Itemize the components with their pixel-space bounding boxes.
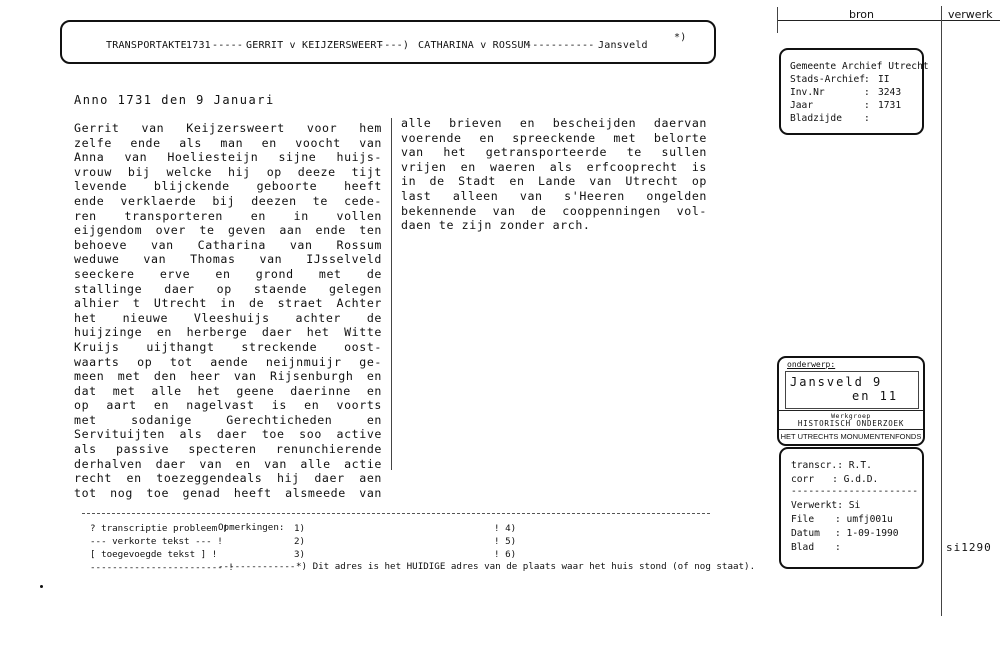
onderwerp-label: onderwerp: <box>787 360 836 369</box>
transcript-line: weduwe van Thomas van IJsselveld <box>74 252 382 267</box>
transcript-line: seeckere erve en grond met de <box>74 266 382 281</box>
bron-header: bron <box>849 8 874 21</box>
banner-type: TRANSPORTAKTE <box>106 40 187 51</box>
transcr-row <box>791 459 872 472</box>
footnote-dashes: -------------- <box>218 561 296 572</box>
transcript-line: huijzinge en herberge daer het Witte <box>74 325 382 340</box>
verwerkt-code: si1290 <box>946 541 992 554</box>
onderwerp-value-frame <box>785 371 919 409</box>
transcript-line: bekennende van de cooppenningen vol- <box>401 203 707 218</box>
archive-row <box>790 86 901 99</box>
blad-row <box>791 541 841 554</box>
transcr-label: transcr.: <box>791 460 843 471</box>
archive-row <box>790 112 901 125</box>
transcript-line: vrijen en waeren als erfcooprecht is <box>401 159 707 174</box>
processing-divider: ---------------------- <box>791 486 919 497</box>
transcript-line: als passive specteren renunchierende <box>74 442 382 457</box>
transcript-line: Anna van Hoeliesteijn sijne huijs- <box>74 150 382 165</box>
datum-value: : 1-09-1990 <box>835 528 899 539</box>
transcript-line: meen met den heer van Rijsenburgh en <box>74 369 382 384</box>
banner-place: Jansveld <box>598 40 648 51</box>
transcript-line: Kruijs uijthangt streckende oost- <box>74 339 382 354</box>
note-2: 2) <box>294 536 306 547</box>
stray-dot <box>40 585 43 588</box>
file-row <box>791 513 893 526</box>
transcript-line: vrouw bij welcke hij op deeze tijt <box>74 164 382 179</box>
transcript-line: Servituijten als daer toe soo active <box>74 427 382 442</box>
datum-row <box>791 527 899 540</box>
archive-title: Gemeente Archief Utrecht <box>790 61 929 72</box>
verwerkt-header: verwerk <box>948 8 993 21</box>
transcript-line: Gerrit van Keijzersweert voor hem <box>74 121 382 135</box>
transcript-line: stallinge daer op staende gelegen <box>74 281 382 296</box>
archive-row-label: Jaar <box>790 100 814 111</box>
blad-label: Blad <box>791 542 815 553</box>
footnote: *) Dit adres is het HUIDIGE adres van de plaats waar het huis stond (of nog staat). <box>296 561 756 572</box>
transcript-line: van het getransporteerde te sullen <box>401 145 707 160</box>
monumentenfonds-label: HET UTRECHTS MONUMENTENFONDS <box>780 432 922 441</box>
archive-row-label: Stads-Archief <box>790 74 866 85</box>
file-label: File <box>791 514 815 525</box>
transcript-line: derhalven daer van en van alle actie <box>74 456 382 471</box>
transcript-line: recht en toezeggendeals hij daer aen <box>74 471 382 486</box>
legend-abbreviated-text: --- verkorte tekst --- ! <box>90 536 223 547</box>
processing-info-box <box>779 447 924 569</box>
werkgroep-divider <box>779 429 923 430</box>
archive-row-colon: : <box>864 74 870 85</box>
transcript-line: in de Stadt en Lande van Utrecht op <box>401 174 707 189</box>
archive-row-label: Bladzijde <box>790 113 842 124</box>
sidebar-vertical-rule <box>941 6 942 616</box>
onderwerp-box <box>777 356 925 446</box>
banner-arrow: ----) <box>378 40 410 51</box>
transcript-line: ren transporteren en in vollen <box>74 208 382 223</box>
transcript-line: dat met alle het geene daerinne en <box>74 383 382 398</box>
file-value: : umfj001u <box>835 514 893 525</box>
document-date: Anno 1731 den 9 Januari <box>74 93 275 107</box>
archive-row-label: Inv.Nr <box>790 87 825 98</box>
transcript-line: zelfe ende als man en voocht van <box>74 135 382 150</box>
archive-row <box>790 99 901 112</box>
transcript-line: op aart en nagelvast is en voorts <box>74 398 382 413</box>
transcript-line: alhier t Utrecht in de straet Achter <box>74 296 382 311</box>
banner-note-marker: *) <box>674 32 687 43</box>
transcript-right-column <box>401 116 707 233</box>
footer-dashed-rule <box>82 513 710 514</box>
banner-separator-2: ----------- <box>526 40 595 51</box>
legend-block <box>90 522 234 574</box>
transcript-line: voerende en spreeckende met belorte <box>401 130 707 145</box>
banner-separator: ----- <box>212 40 244 51</box>
onderwerp-line-2: en 11 <box>852 389 899 403</box>
banner-year: 1731 <box>186 40 211 51</box>
transcript-line: het nieuwe Vleeshuijs achter de <box>74 310 382 325</box>
archive-reference-box <box>779 48 929 135</box>
archive-row-value: 1731 <box>878 100 902 111</box>
verwerkt-row <box>791 499 860 512</box>
verwerkt-value: Si <box>848 500 861 511</box>
archive-rows <box>790 73 901 125</box>
document-header-banner <box>60 20 716 64</box>
onderwerp-line-1: Jansveld 9 <box>790 375 883 389</box>
transcript-line: daen te zijn zonder arch. <box>401 218 591 233</box>
blad-value: : <box>835 542 841 553</box>
transcript-line: behoeve van Catharina van Rossum <box>74 237 382 252</box>
opmerkingen-label: Opmerkingen: <box>218 522 285 533</box>
legend-transcription-problem: ? transcriptie probleem ! <box>90 523 229 534</box>
legend-added-text: [ toegevoegde tekst ] ! <box>90 549 218 560</box>
werkgroep-label: HISTORISCH ONDERZOEK <box>797 419 905 428</box>
onderwerp-divider <box>779 410 923 411</box>
verwerkt-label: Verwerkt: <box>791 500 843 511</box>
transcript-line: eijgendom over te geven aan ende ten <box>74 223 382 238</box>
transcript-line: levende blijckende geboorte heeft <box>74 179 382 194</box>
transcript-line: ende verklaerde bij deezen te cede- <box>74 193 382 208</box>
transcript-line: last alleen van s'Heeren ongelden <box>401 188 707 203</box>
notes-right <box>494 522 516 561</box>
archive-row-value: 3243 <box>878 87 902 98</box>
archive-row <box>790 73 901 86</box>
note-1: 1) <box>294 523 306 534</box>
note-6: ! 6) <box>494 549 517 560</box>
corr-value: : G.d.D. <box>832 474 879 485</box>
banner-to-party: CATHARINA v ROSSUM <box>418 40 530 51</box>
transcript-line: waarts op tot aende neijnmuijr ge- <box>74 354 382 369</box>
werkgroep-small-label: Werkgroep <box>831 412 871 420</box>
banner-from-party: GERRIT v KEIJZERSWEERT <box>246 40 383 51</box>
legend-dash-line: ------------------------ ! <box>90 562 234 573</box>
transcript-line: tot nog toe genad heeft alsmeede van <box>74 485 382 500</box>
corr-label: corr <box>791 474 815 485</box>
archive-row-colon: : <box>864 87 870 98</box>
notes-left <box>294 522 305 561</box>
transcr-value: R.T. <box>848 460 872 471</box>
sidebar-left-tick <box>777 7 778 33</box>
datum-label: Datum <box>791 528 820 539</box>
transcript-left-column <box>74 121 382 500</box>
note-5: ! 5) <box>494 536 517 547</box>
archive-row-value: II <box>878 74 890 85</box>
transcript-line: alle brieven en bescheijden daervan <box>401 116 707 130</box>
column-divider <box>391 118 392 470</box>
archive-row-colon: : <box>864 113 870 124</box>
archive-row-colon: : <box>864 100 870 111</box>
note-3: 3) <box>294 549 306 560</box>
transcript-line: met sodanige Gerechticheden en <box>74 412 382 427</box>
note-4: ! 4) <box>494 523 517 534</box>
